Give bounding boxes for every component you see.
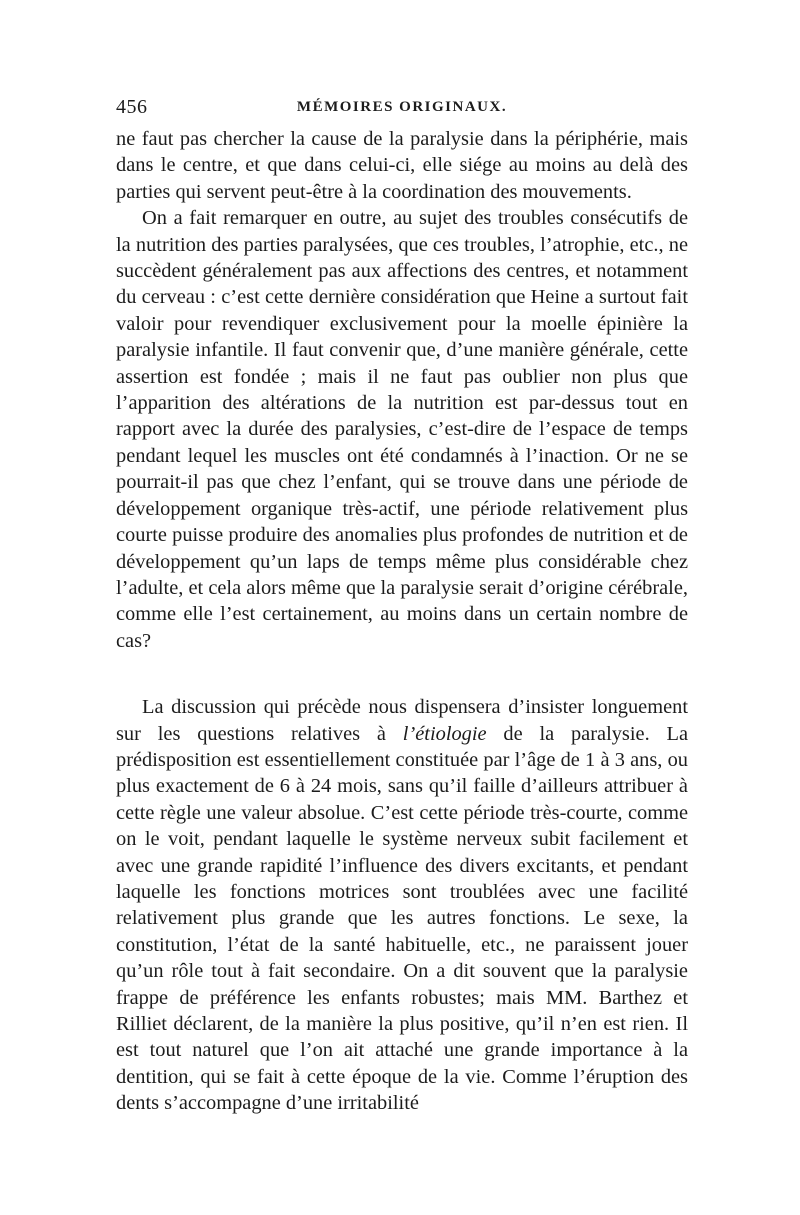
book-page: [116, 96, 688, 1117]
etiology-text-before: La discussion qui précède nous dispensera d’insister longuement sur les questions relatives à: [116, 696, 688, 745]
etiology-text-after: de la paralysie. La prédisposition est essentiellement constituée par l’âge de 1 à 3 ans, ou plus exactement de 6 à 24 mois, sans qu’il faille d’ailleurs attribuer à cette règle une valeur absolue. C’est cette période très-courte, comme on le voit, pendant laquelle le système nerveux subit facilement et avec une grande rapidité l’influence des divers excitants, et pendant laquelle les fonctions motrices sont troublées avec une facilité relativement plus grande que les autres fonctions. Le sexe, la constitution, l’état de la santé habituelle, etc., ne paraissent jouer qu’un rôle tout à fait secondaire. On a dit souvent que la paralysie frappe de préférence les enfants robustes; mais MM. Barthez et Rilliet déclarent, de la manière la plus positive, qu’il n’en est rien. Il est tout naturel que l’on ait attaché une grande importance à la dentition, qui se fait à cette époque de la vie. Comme l’éruption des dents s’accompagne d’une irritabilité: [116, 722, 688, 1115]
paragraph-nutrition: On a fait remarquer en outre, au sujet des troubles consécutifs de la nutrition des parties paralysées, que ces troubles, l’atrophie, etc., ne succèdent généralement pas aux affections des centres, et notamment du cerveau : c’est cette dernière considération que Heine a surtout fait valoir pour revendiquer exclusivement pour la moelle épinière la paralysie infantile. Il faut convenir que, d’une manière générale, cette assertion est fondée ; mais il ne faut pas oublier non plus que l’apparition des altérations de la nutrition est par-dessus tout en rapport avec la durée des paralysies, c’est-dire de l’espace de temps pendant lequel les muscles ont été condamnés à l’inaction. Or ne se pourrait-il pas que chez l’enfant, qui se trouve dans une période de développement organique très-actif, une période relativement plus courte puisse produire des anomalies plus profondes de nutrition et de développement qu’un laps de temps même plus considérable chez l’adulte, et cela alors même que la paralysie serait d’origine cérébrale, comme elle l’est certainement, au moins dans un certain nombre de cas?: [116, 207, 688, 652]
running-title: MÉMOIRES ORIGINAUX.: [296, 99, 508, 115]
paragraph-continuation: ne faut pas chercher la cause de la paralysie dans la périphérie, mais dans le centre, et que dans celui-ci, elle siége au moins au delà des parties qui servent peut-être à la coordination des mouvements.: [116, 128, 688, 203]
paragraph-etiology: [116, 694, 688, 1117]
etiology-emphasis: l’étiologie: [402, 722, 487, 745]
section-break: [116, 654, 688, 694]
page-number: 456: [116, 96, 148, 118]
body-text: [116, 126, 688, 1117]
page-header: [116, 96, 688, 126]
